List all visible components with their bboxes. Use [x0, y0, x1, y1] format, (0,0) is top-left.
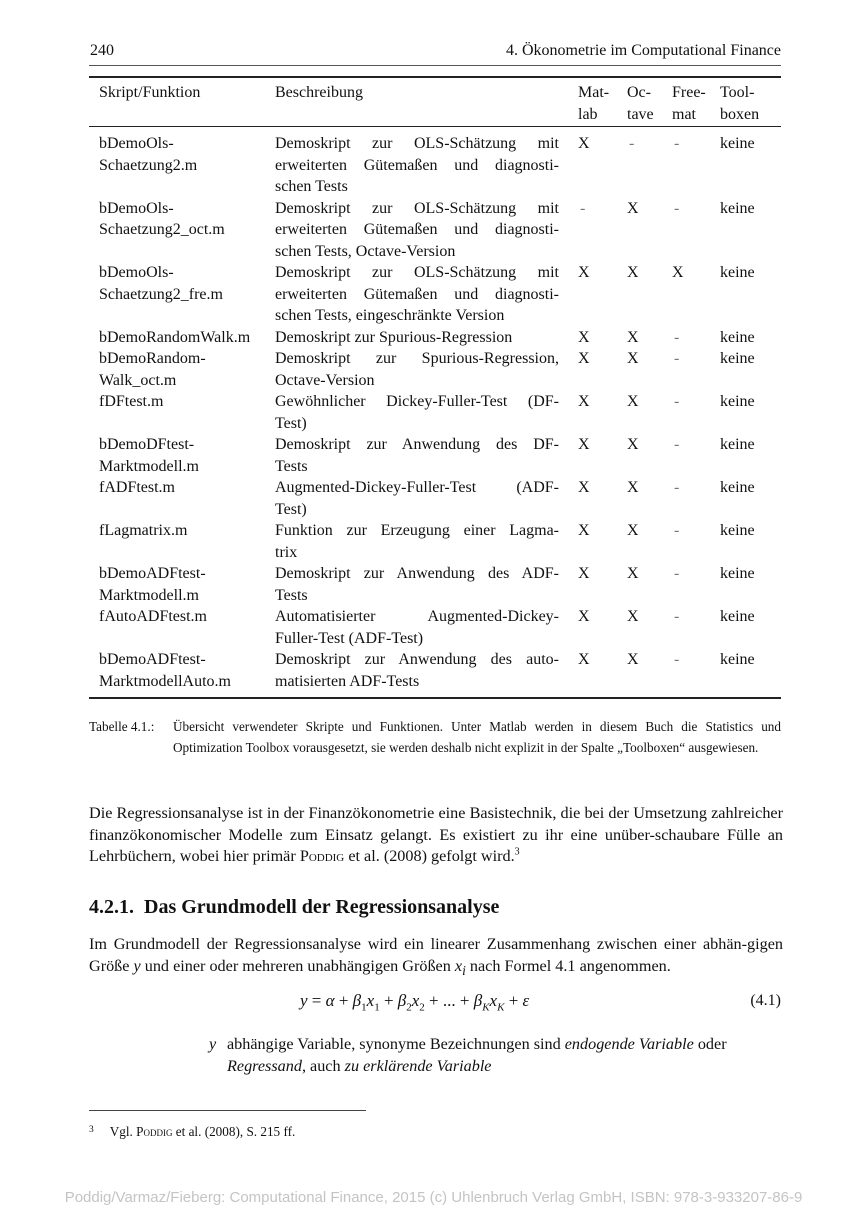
- cell-script-line: Marktmodell.m: [99, 586, 199, 604]
- cell-freemat: -: [674, 199, 680, 217]
- cell-matlab: X: [578, 522, 590, 539]
- cell-script-line: bDemoRandomWalk.m: [99, 328, 251, 346]
- cell-description: [275, 348, 559, 391]
- cell-script-line: bDemoRandom-: [99, 350, 206, 367]
- cell-description-line: Octave-Version: [275, 371, 375, 389]
- cell-description: [275, 391, 559, 434]
- cell-matlab: X: [578, 608, 590, 625]
- cell-script: [99, 133, 271, 176]
- cell-script: [99, 327, 271, 349]
- cell-toolboxes: keine: [720, 199, 755, 217]
- col-header-octave-line1: Oc-: [627, 84, 651, 101]
- table-header-rule: [89, 126, 781, 127]
- cell-description: [275, 520, 559, 563]
- table-row: [0, 649, 867, 692]
- cell-octave: -: [629, 135, 635, 152]
- cell-script-line: bDemoDFtest-: [99, 436, 195, 453]
- cell-description-line: Demoskript zur OLS-Schätzung mit: [275, 199, 559, 217]
- cell-octave: X: [627, 565, 639, 582]
- cell-description-line: Demoskript zur Anwendung des DF-: [275, 436, 559, 453]
- cell-description-line: Test): [275, 414, 307, 432]
- cell-description: [275, 133, 559, 198]
- def-text: , auch: [301, 1056, 345, 1075]
- def-text: abhängige Variable, synonyme Bezeichnungen sind: [227, 1035, 565, 1053]
- cell-script-line: Schaetzung2_fre.m: [99, 285, 223, 303]
- col-header-toolboxes-line2: boxen: [720, 105, 760, 123]
- cell-script: [99, 606, 271, 628]
- cell-description: [275, 606, 559, 649]
- cell-octave: X: [627, 522, 639, 539]
- cell-toolboxes: keine: [720, 393, 755, 410]
- cell-matlab: X: [578, 565, 590, 582]
- table-row: [0, 348, 867, 391]
- cell-description: [275, 649, 559, 692]
- table-row: [0, 262, 867, 327]
- equation-number: (4.1): [750, 992, 781, 1009]
- cell-script: [99, 649, 271, 692]
- cell-script-line: bDemoADFtest-: [99, 565, 206, 582]
- cell-freemat: -: [674, 436, 680, 453]
- paragraph-text: et al. (2008) gefolgt wird.: [344, 847, 515, 865]
- cell-description: [275, 563, 559, 606]
- cell-freemat: -: [674, 608, 680, 625]
- cell-script: [99, 391, 271, 413]
- cell-description-line: Demoskript zur Spurious-Regression,: [275, 350, 559, 367]
- cell-freemat: -: [674, 393, 680, 410]
- cell-description-line: matisierten ADF-Tests: [275, 672, 420, 690]
- cell-octave: X: [627, 328, 639, 346]
- paragraph-text: Im Grundmodell der Regressionsanalyse wird ein linearer Zusammenhang zwischen einer abhän-gigen Größe: [89, 935, 783, 975]
- cell-description-line: Tests: [275, 586, 308, 604]
- paragraph-model: [89, 934, 783, 981]
- cell-freemat: -: [674, 350, 680, 367]
- cell-description-line: Demoskript zur Spurious-Regression: [275, 328, 513, 346]
- cell-freemat: X: [672, 264, 684, 281]
- table-bottom-rule: [89, 697, 781, 699]
- cell-description-line: Automatisierter Augmented-Dickey-: [275, 608, 559, 625]
- cell-script-line: fDFtest.m: [99, 393, 164, 410]
- author-name: Poddig: [299, 847, 345, 865]
- variable-x: [454, 956, 466, 978]
- cell-description-line: Gewöhnlicher Dickey-Fuller-Test (DF-: [275, 393, 559, 410]
- cell-matlab: X: [578, 436, 590, 453]
- cell-octave: X: [627, 350, 639, 367]
- cell-script-line: fADFtest.m: [99, 479, 175, 496]
- table-row: [0, 434, 867, 477]
- paragraph-intro: [89, 803, 783, 868]
- cell-description: [275, 327, 559, 349]
- running-title: 4. Ökonometrie im Computational Finance: [505, 42, 781, 59]
- cell-octave: X: [627, 436, 639, 453]
- cell-script-line: Walk_oct.m: [99, 371, 177, 389]
- cell-matlab: X: [578, 264, 590, 281]
- cell-script: [99, 477, 271, 499]
- cell-script: [99, 434, 271, 477]
- section-heading: [89, 896, 499, 919]
- cell-description-line: Demoskript zur Anwendung des ADF-: [275, 565, 559, 582]
- cell-description: [275, 434, 559, 477]
- paragraph-text: und einer oder mehreren unabhängigen Größen: [140, 956, 455, 975]
- cell-octave: X: [627, 651, 639, 668]
- cell-toolboxes: keine: [720, 522, 755, 539]
- cell-matlab: X: [578, 393, 590, 410]
- author-name: Poddig: [136, 1124, 173, 1139]
- cell-matlab: X: [578, 651, 590, 668]
- cell-script: [99, 563, 271, 606]
- footnote-reference[interactable]: 3: [514, 846, 520, 858]
- cell-description-line: Tests: [275, 457, 308, 475]
- cell-matlab: -: [580, 199, 586, 217]
- def-term: zu erklärende Variable: [344, 1056, 492, 1075]
- cell-description-line: Test): [275, 500, 307, 518]
- cell-toolboxes: keine: [720, 565, 755, 582]
- def-term: endogende Variable: [564, 1035, 694, 1053]
- table-row: [0, 198, 867, 263]
- cell-matlab: X: [578, 479, 590, 496]
- cell-description-line: schen Tests, Octave-Version: [275, 242, 456, 260]
- cell-toolboxes: keine: [720, 328, 755, 346]
- col-header-octave: [627, 82, 671, 125]
- cell-script: [99, 348, 271, 391]
- cell-script-line: bDemoOls-: [99, 264, 174, 281]
- cell-freemat: -: [674, 651, 680, 668]
- col-header-toolboxes: [720, 82, 784, 125]
- cell-script-line: Schaetzung2.m: [99, 156, 198, 174]
- definition-symbol: y: [209, 1035, 217, 1053]
- cell-description-line: Demoskript zur OLS-Schätzung mit: [275, 135, 559, 152]
- cell-description-line: erweiterten Gütemaßen und diagnosti-: [275, 221, 559, 238]
- cell-freemat: -: [674, 565, 680, 582]
- cell-toolboxes: keine: [720, 350, 755, 367]
- cell-freemat: -: [674, 135, 680, 152]
- cell-octave: X: [627, 479, 639, 496]
- cell-description-line: schen Tests: [275, 178, 348, 195]
- def-term: Regressand: [227, 1056, 302, 1075]
- cell-description-line: Augmented-Dickey-Fuller-Test (ADF-: [275, 479, 559, 496]
- cell-script-line: Marktmodell.m: [99, 457, 199, 475]
- cell-description-line: schen Tests, eingeschränkte Version: [275, 307, 505, 324]
- col-header-script: Skript/Funktion: [99, 84, 201, 101]
- cell-toolboxes: keine: [720, 135, 755, 152]
- col-header-matlab: [578, 82, 622, 125]
- page-number: 240: [90, 42, 114, 59]
- cell-octave: X: [627, 393, 639, 410]
- variable-y: y: [133, 956, 141, 975]
- table-top-rule: [89, 76, 781, 78]
- cell-freemat: -: [674, 522, 680, 539]
- cell-toolboxes: keine: [720, 436, 755, 453]
- cell-toolboxes: keine: [720, 651, 755, 668]
- cell-script-line: MarktmodellAuto.m: [99, 672, 231, 690]
- cell-script-line: fAutoADFtest.m: [99, 608, 207, 625]
- table-row: [0, 477, 867, 520]
- definition-text: [227, 1034, 783, 1077]
- cell-description-line: erweiterten Gütemaßen und diagnosti-: [275, 285, 559, 303]
- caption-label: Tabelle 4.1.:: [89, 719, 155, 734]
- variable-x-subscript: i: [462, 962, 466, 978]
- cell-script-line: bDemoOls-: [99, 199, 174, 217]
- cell-toolboxes: keine: [720, 264, 755, 281]
- caption-text: Übersicht verwendeter Skripte und Funktionen. Unter Matlab werden in diesem Buch die Statistics und Optimization Toolbox vorausgesetzt, sie werden deshalb nicht explizit in der Spalte „Toolboxen“ ausgewiesen.: [173, 719, 781, 755]
- col-header-description: Beschreibung: [275, 84, 363, 101]
- variable-x-base: x: [454, 956, 463, 975]
- table-row: [0, 133, 867, 198]
- footnote-mark: 3: [89, 1125, 94, 1135]
- table-body: [0, 133, 867, 692]
- cell-script: [99, 198, 271, 241]
- table-row: [0, 606, 867, 649]
- cell-description-line: erweiterten Gütemaßen und diagnosti-: [275, 156, 559, 174]
- section-title: Das Grundmodell der Regressionsanalyse: [144, 896, 500, 918]
- cell-script-line: fLagmatrix.m: [99, 522, 188, 539]
- paragraph-text: nach Formel 4.1 angenommen.: [465, 956, 671, 975]
- cell-octave: X: [627, 199, 639, 217]
- def-text: oder: [693, 1035, 727, 1053]
- cell-script-line: bDemoADFtest-: [99, 651, 206, 668]
- footnote: [89, 1124, 295, 1140]
- cell-script: [99, 520, 271, 542]
- cell-description: [275, 262, 559, 327]
- col-header-toolboxes-line1: Tool-: [720, 84, 755, 101]
- cell-script-line: Schaetzung2_oct.m: [99, 221, 225, 238]
- cell-freemat: -: [674, 479, 680, 496]
- table-row: [0, 563, 867, 606]
- cell-matlab: X: [578, 328, 590, 346]
- copyright-watermark: Poddig/Varmaz/Fieberg: Computational Finance, 2015 (c) Uhlenbruch Verlag GmbH, ISBN: 978-3-933207-86-9: [64, 1189, 803, 1206]
- cell-description: [275, 198, 559, 263]
- footnote-rule: [89, 1110, 366, 1111]
- cell-matlab: X: [578, 350, 590, 367]
- cell-octave: X: [627, 264, 639, 281]
- header-rule: [89, 65, 781, 66]
- col-header-octave-line2: tave: [627, 105, 654, 123]
- cell-toolboxes: keine: [720, 608, 755, 625]
- cell-matlab: X: [578, 135, 590, 152]
- cell-toolboxes: keine: [720, 479, 755, 496]
- col-header-matlab-line1: Mat-: [578, 84, 610, 101]
- cell-octave: X: [627, 608, 639, 625]
- cell-script: [99, 262, 271, 305]
- cell-description-line: Demoskript zur Anwendung des auto-: [275, 651, 559, 668]
- cell-description-line: Funktion zur Erzeugung einer Lagma-: [275, 522, 559, 539]
- cell-description-line: Demoskript zur OLS-Schätzung mit: [275, 264, 559, 281]
- table-row: [0, 520, 867, 563]
- cell-freemat: -: [674, 328, 680, 346]
- cell-description-line: Fuller-Test (ADF-Test): [275, 629, 424, 647]
- col-header-freemat-line2: mat: [672, 105, 696, 123]
- col-header-matlab-line2: lab: [578, 105, 598, 123]
- col-header-freemat: [672, 82, 716, 125]
- section-number: 4.2.1.: [89, 896, 134, 918]
- footnote-text: et al. (2008), S. 215 ff.: [172, 1124, 296, 1139]
- table-row: [0, 391, 867, 434]
- table-row: [0, 327, 867, 349]
- equation-4-1: $y = \alpha + \beta_1x_1 + \beta_2x_2$ + ... + $\beta_Kx_K + \varepsilon$: [300, 991, 530, 1014]
- col-header-freemat-line1: Free-: [672, 84, 706, 101]
- paragraph-text: Die Regressionsanalyse ist in der Finanzökonometrie eine Basistechnik, die bei der Umsetzung zahlreicher finanzökonomischer Modelle zum Einsatz gelangt. Es existiert zu ihr eine unüber-schaubare Fülle an Lehrbüchern, wobei hier primär: [89, 804, 783, 865]
- cell-script-line: bDemoOls-: [99, 135, 174, 152]
- footnote-text: Vgl.: [109, 1124, 137, 1139]
- cell-description-line: trix: [275, 543, 298, 561]
- cell-description: [275, 477, 559, 520]
